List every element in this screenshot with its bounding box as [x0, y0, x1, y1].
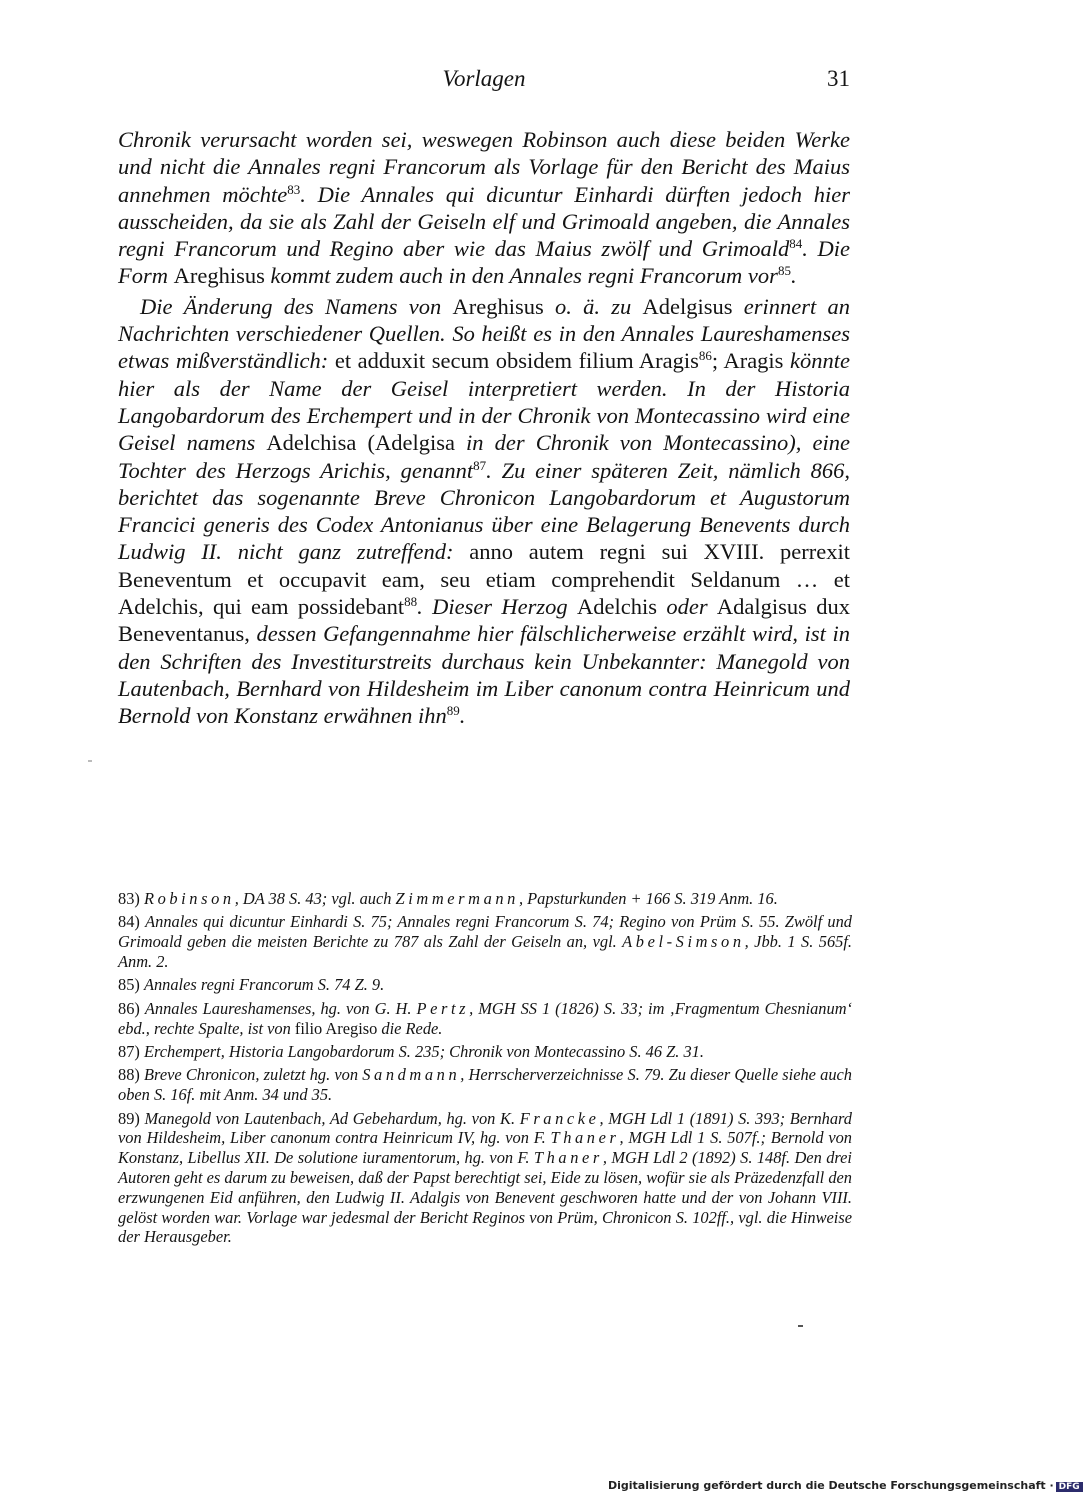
author-name: Robinson: [143, 889, 235, 908]
footnote-text: , DA 38 S. 43; vgl. auch: [234, 889, 396, 908]
text-run: könnte hier als der Name der Geisel interpretiert werden. In der Historia Langobardorum des Erchempert und in der Chronik von Montecassino wird eine Geisel namens: [118, 348, 850, 456]
footnote: [118, 1042, 852, 1062]
text-run: ; Aragis: [711, 348, 784, 374]
author-name: Zimmermann: [395, 889, 519, 908]
footnote-ref: 88: [404, 594, 418, 610]
footnote-ref: 86: [698, 348, 712, 364]
footnote-text: Breve Chronicon, zuletzt hg. von: [144, 1065, 363, 1085]
footnote-ref: 83: [287, 181, 301, 197]
footer-text: Digitalisierung gefördert durch die Deutsche Forschungsgemeinschaft ·: [608, 1479, 1054, 1492]
text-run: Die Änderung des Namens von: [140, 293, 453, 319]
text-run: Adalgisus dux Beneventanus,: [118, 594, 851, 647]
text-run: Adelchis: [577, 594, 657, 620]
footnote: [118, 975, 852, 995]
footnote-ref: 89: [446, 703, 460, 719]
margin-mark: [88, 760, 92, 762]
text-run: .: [790, 263, 797, 289]
footnote: [118, 1109, 852, 1248]
author-name: Pertz: [416, 998, 470, 1018]
footnote-text: Annales qui dicuntur Einhardi S. 75; Annales regni Francorum S. 74; Regino von Prüm S. 55. Zwölf und Grimoald geben die meisten Berichte zu 787 als Zahl der Geiseln an, vgl.: [118, 912, 852, 952]
stray-mark: [798, 1325, 803, 1327]
text-run: erinnert an Nachrichten verschiedener Quellen. So heißt es in den Annales Laureshamenses etwas mißverständlich:: [118, 293, 850, 374]
footnote-text: , Jbb. 1 S. 565f. Anm. 2.: [118, 932, 852, 971]
page-number: 31: [827, 66, 850, 91]
text-run: et adduxit secum obsidem filium Aragis: [334, 348, 699, 374]
footnote: [118, 912, 852, 971]
author-name: Abel-Simson: [622, 932, 745, 952]
author-name: Francke: [519, 1108, 600, 1128]
dfg-logo: DFG: [1056, 1482, 1083, 1492]
footnote-text: , Papsturkunden + 166 S. 319 Anm. 16.: [518, 889, 778, 908]
footnote-number: 89): [118, 1108, 145, 1128]
footnote-text: , MGH SS 1 (1826) S. 33; im ‚Fragmentum Chesnianum‘ ebd., rechte Spalte, ist von: [118, 998, 852, 1038]
footnote-text: , MGH Ldl 2 (1892) S. 148f. Den drei Autoren geht es darum zu beweisen, daß der Papst berechtigt sei, Eide zu lösen, wofür sie als Präzedenzfall den erzwungenen Eid anführen, den Ludwig II. Adalgis von Benevent geschworen hatte und der von Johann VIII. gelöst worden war. Vorlage war jedesmal der Bericht Reginos von Prüm, Chronicon S. 102ff., vgl. die Hinweise der Herausgeber.: [118, 1148, 853, 1247]
footnote: [118, 1065, 852, 1105]
text-run: Adelchisa (Adelgisa: [266, 430, 455, 456]
footnote-number: 85): [118, 975, 144, 995]
author-name: Thaner: [533, 1148, 603, 1168]
footnote-number: 88): [118, 1065, 145, 1085]
footnote: [118, 999, 852, 1039]
footnote-text: , MGH Ldl 1 S. 507f.; Bernold von Konstanz, Libellus XII. De solutione iuramentorum, hg. von F.: [118, 1128, 852, 1168]
digitization-footer: [608, 1479, 1083, 1492]
footnote: [118, 889, 852, 909]
text-run: . Dieser Herzog: [417, 594, 577, 620]
footnotes: [118, 889, 852, 1251]
text-run: anno autem regni sui XVIII. perrexit Beneventum et occupavit eam, seu etiam comprehendit Seldanum … et Adelchis, qui eam possidebant: [118, 539, 851, 620]
text-run: Areghisus: [452, 293, 544, 319]
running-header: [118, 66, 850, 100]
author-name: Thaner: [550, 1128, 620, 1148]
footnote-text: , MGH Ldl 1 (1891) S. 393; Bernhard von Hildesheim, Liber canonum contra Heinricum IV, hg. von F.: [118, 1108, 852, 1148]
footnote-number: 87): [118, 1041, 144, 1061]
text-run: Chronik verursacht worden sei, weswegen Robinson auch diese beiden Werke und nicht die Annales regni Francorum als Vorlage für den Bericht des Maius annehmen möchte: [118, 127, 850, 207]
footnote-text: Annales Laureshamenses, hg. von G. H.: [144, 998, 417, 1018]
footnote-ref: 85: [777, 263, 791, 279]
paragraph-2: [118, 293, 850, 730]
footnote-text: Manegold von Lautenbach, Ad Gebehardum, hg. von K.: [144, 1108, 520, 1128]
footnote-text: Annales regni Francorum S. 74 Z. 9.: [143, 975, 385, 995]
footnote-text: Erchempert, Historia Langobardorum S. 235; Chronik von Montecassino S. 46 Z. 31.: [143, 1041, 704, 1061]
footnote-number: 83): [118, 889, 144, 908]
footnote-number: 84): [118, 912, 146, 932]
footnote-number: 86): [118, 998, 145, 1018]
paragraph-1: [118, 126, 850, 290]
footnote-ref: 87: [473, 457, 487, 473]
text-run: .: [459, 703, 466, 729]
author-name: Sandmann: [362, 1065, 461, 1085]
text-run: dessen Gefangennahme hier fälschlicherweise erzählt wird, ist in den Schriften des Investiturstreits durchaus kein Unbekannter: Manegold von Lautenbach, Bernhard von Hildesheim im Liber canonum contra Heinricum und Bernold von Konstanz erwähnen ihn: [118, 621, 850, 729]
footnote-text: die Rede.: [377, 1018, 443, 1038]
text-run: Adelgisus: [642, 293, 733, 319]
text-run: oder: [656, 594, 717, 620]
text-run: Areghisus: [173, 263, 265, 289]
text-run: . Die Annales qui dicuntur Einhardi dürften jedoch hier ausscheiden, da sie als Zahl der Geiseln elf und Grimoald angeben, die Annales regni Francorum und Regino aber wie das Maius zwölf und Grimoald: [118, 181, 850, 262]
text-run: in der Chronik von Montecassino), eine Tochter des Herzogs Arichis, genannt: [118, 430, 850, 483]
footnote-text: filio Aregiso: [294, 1018, 378, 1038]
main-text: [118, 126, 850, 730]
running-title: Vorlagen: [442, 66, 526, 91]
text-run: o. ä. zu: [543, 293, 643, 319]
footnote-ref: 84: [789, 236, 803, 252]
footnote-text: , Herrscherverzeichnisse S. 79. Zu dieser Quelle siehe auch oben S. 16f. mit Anm. 34 und 35.: [118, 1065, 853, 1105]
text-run: . Zu einer späteren Zeit, nämlich 866, berichtet das sogenannte Breve Chronicon Langobardorum et Augustorum Francici generis des Codex Antonianus über eine Belagerung Benevents durch Ludwig II. nicht ganz zutreffend:: [118, 457, 850, 565]
text-run: . Die Form: [118, 236, 850, 289]
text-run: kommt zudem auch in den Annales regni Francorum vor: [264, 263, 778, 289]
